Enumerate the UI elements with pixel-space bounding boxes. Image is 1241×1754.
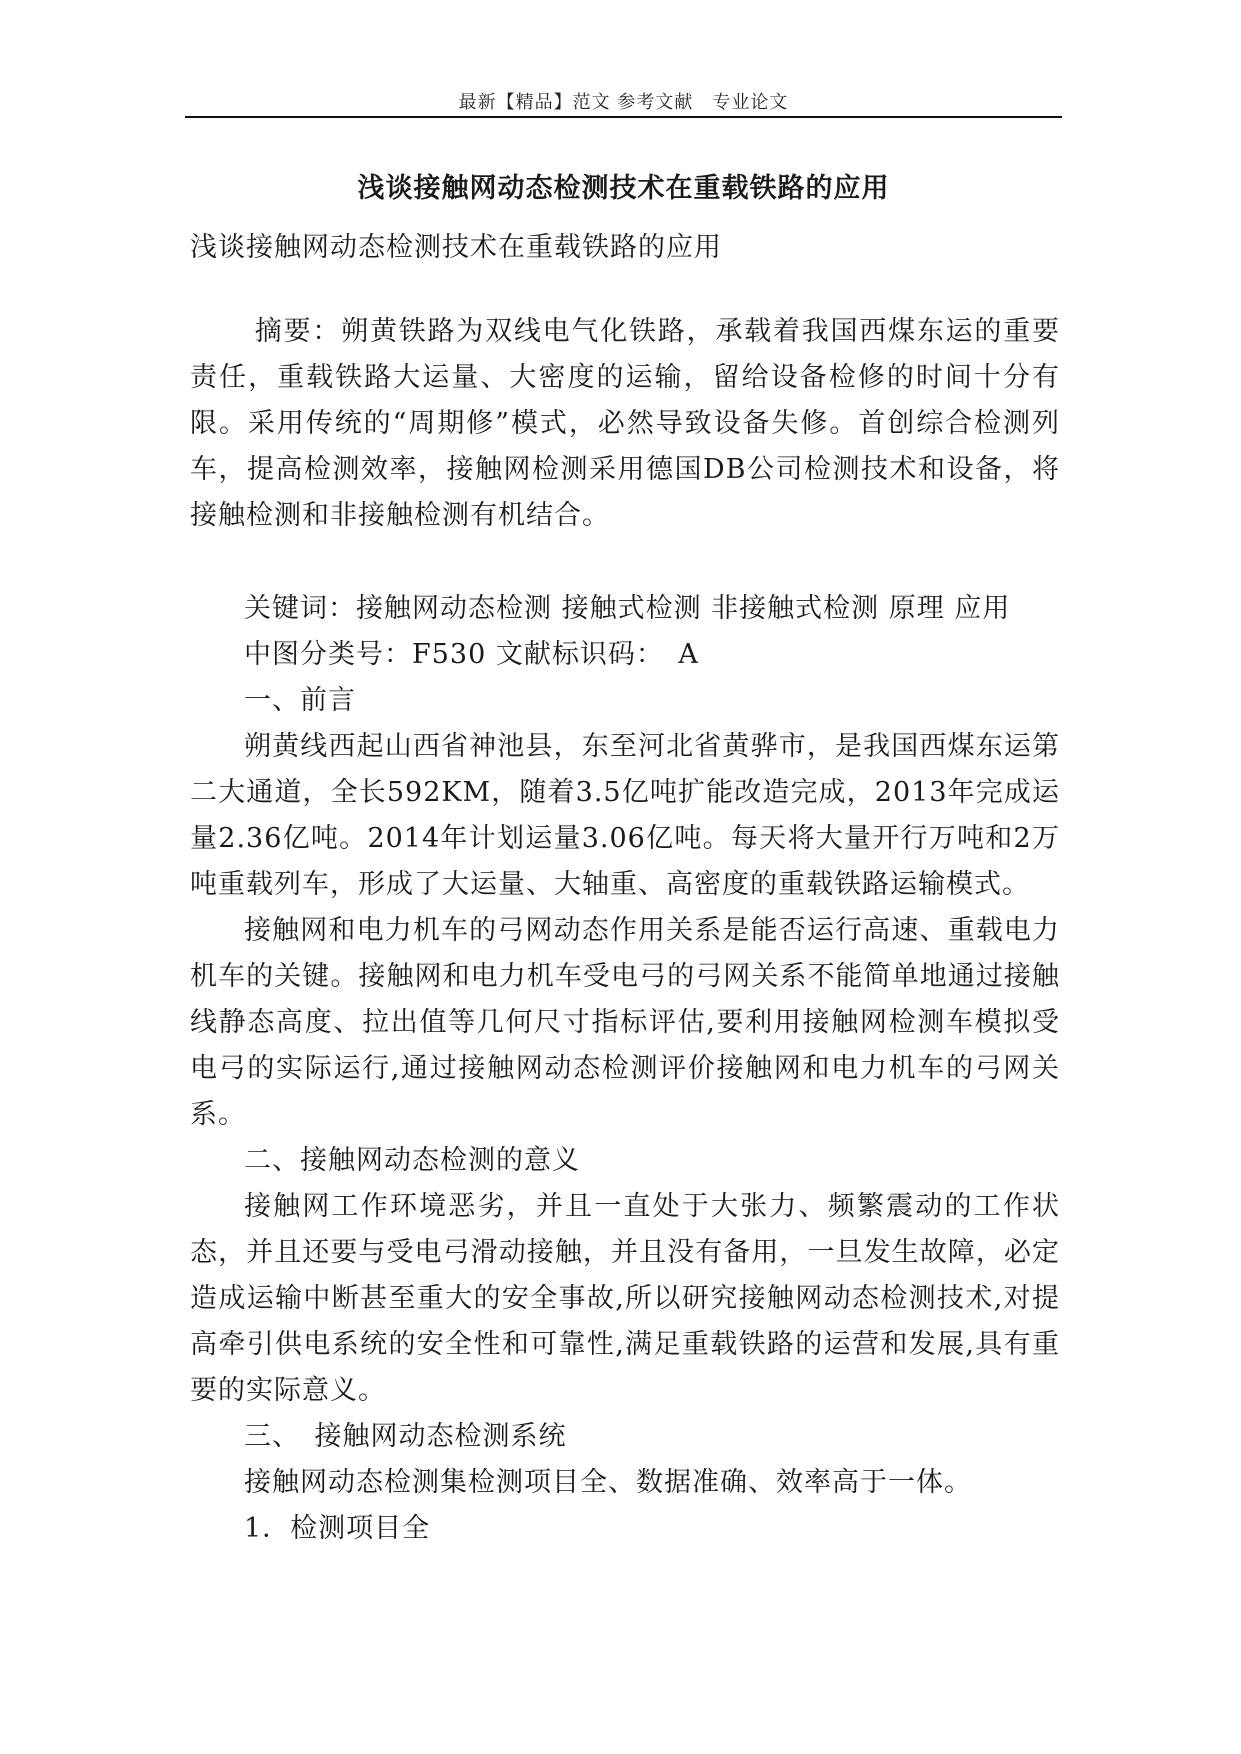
document-title: 浅谈接触网动态检测技术在重载铁路的应用 xyxy=(357,173,890,204)
abstract-text: 摘要：朔黄铁路为双线电气化铁路，承载着我国西煤东运的重要责任，重载铁路大运量、大密度的运输，留给设备检修的时间十分有限。采用传统的“周期修”模式，必然导致设备失修。首创综合检测列车，提高检测效率，接触网检测采用德国DB公司检测技术和设备，将接触检测和非接触检测有机结合。 xyxy=(190,316,1060,531)
paragraph-pantograph-relation: 接触网和电力机车的弓网动态作用关系是能否运行高速、重载电力机车的关键。接触网和电力机车受电弓的弓网关系不能简单地通过接触线静态高度、拉出值等几何尺寸指标评估,要利用接触网检测车模拟受电弓的实际运行,通过接触网动态检测评价接触网和电力机车的弓网关系。 xyxy=(190,915,1060,1130)
header-divider xyxy=(185,116,1062,118)
keywords-line: 关键词：接触网动态检测 接触式检测 非接触式检测 原理 应用 xyxy=(244,593,1011,624)
paragraph-system: 接触网动态检测集检测项目全、数据准确、效率高于一体。 xyxy=(244,1467,972,1498)
subsection-heading-items: 1．检测项目全 xyxy=(244,1513,431,1544)
section-heading-system: 三、 接触网动态检测系统 xyxy=(244,1421,567,1452)
paragraph-preface: 朔黄线西起山西省神池县，东至河北省黄骅市，是我国西煤东运第二大通道，全长592KM，随着3.5亿吨扩能改造完成，2013年完成运量2.36亿吨。2014年计划运量3.06亿吨。每天将大量开行万吨和2万吨重载列车，形成了大运量、大轴重、高密度的重载铁路运输模式。 xyxy=(190,731,1060,900)
document-subtitle: 浅谈接触网动态检测技术在重载铁路的应用 xyxy=(190,232,722,263)
classification-line: 中图分类号：F530 文献标识码： A xyxy=(244,639,699,670)
section-heading-significance: 二、接触网动态检测的意义 xyxy=(244,1145,580,1176)
paragraph-significance: 接触网工作环境恶劣，并且一直处于大张力、频繁震动的工作状态，并且还要与受电弓滑动接触，并且没有备用，一旦发生故障，必定造成运输中断甚至重大的安全事故,所以研究接触网动态检测技术,对提高牵引供电系统的安全性和可靠性,满足重载铁路的运营和发展,具有重要的实际意义。 xyxy=(190,1191,1060,1406)
section-heading-preface: 一、前言 xyxy=(244,685,356,716)
abstract-section xyxy=(190,309,1060,539)
main-body xyxy=(190,586,1060,1552)
page-header: 最新【精品】范文 参考文献 专业论文 xyxy=(458,92,789,113)
